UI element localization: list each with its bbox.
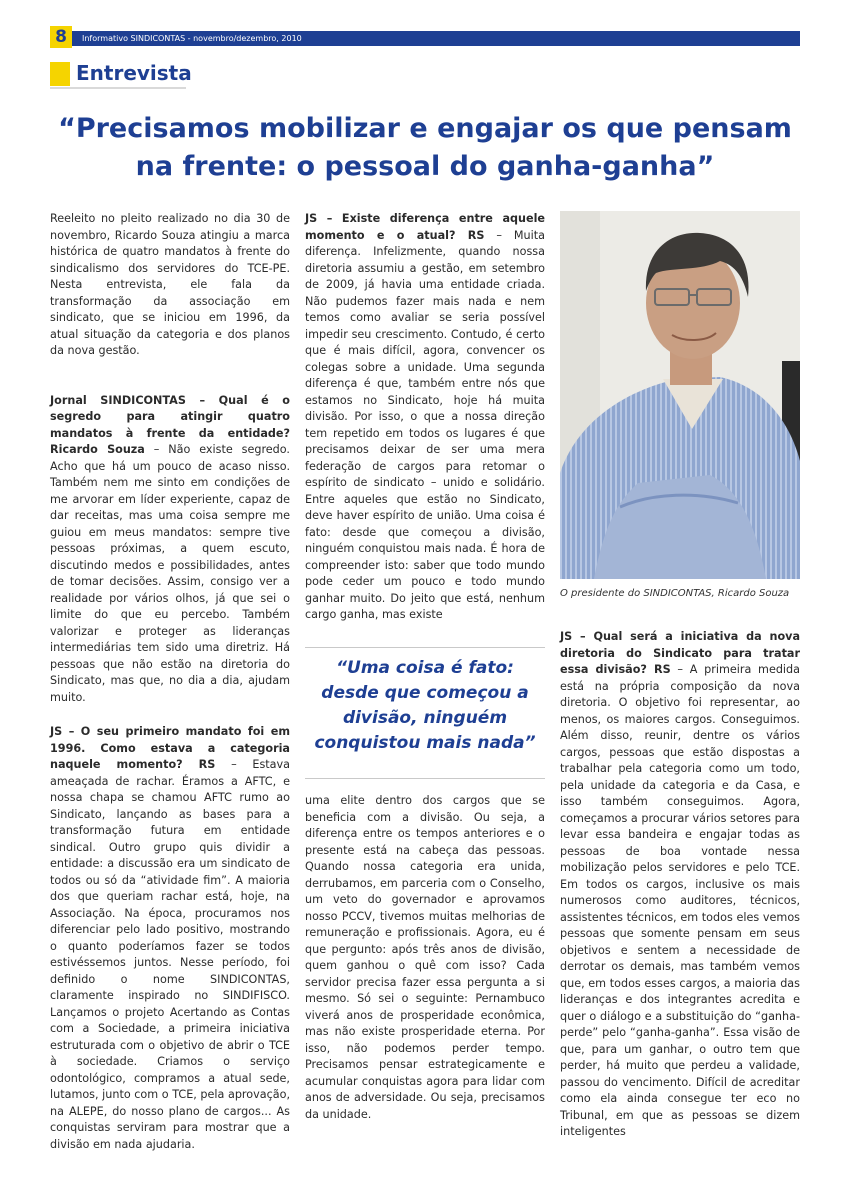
question-2: JS – O seu primeiro mandato foi em 1996. Como estava a categoria naquele momento? RS: [50, 725, 290, 771]
answer-1: – Não existe segredo. Acho que há um pouco de acaso nisso. Também nem me sinto em condições de me arvorar em líder experiente, capaz de dar receitas, mas uma coisa sempre me guiou em meus mandatos: sempre tive pessoas próximas, a quem escuto, discutindo medos e possibilidades, antes de tomar decisões. Assim, consigo ver a realidade por vários olhos, já que sei o limite do que eu percebo. Também valorizar e proteger as lideranças intermediárias tem sido uma diretriz. Há pessoas que não estão na diretoria do Sindicato, mas que, no dia a dia, ajudam muito.: [50, 443, 290, 704]
section-title: Entrevista: [76, 61, 192, 85]
publication-line: Informativo SINDICONTAS - novembro/dezembro, 2010: [82, 34, 302, 43]
question-3: JS – Existe diferença entre aquele momento e o atual? RS: [305, 212, 545, 242]
section-marker: [50, 62, 70, 86]
section-divider: [50, 87, 186, 89]
answer-4: – A primeira medida está na própria composição da nova diretoria. O objetivo foi representar, ao menos, os maiores cargos. Conseguimos. Além disso, reunir, dentre os vários cargos, pessoas que estão dispostas a trabalhar pela categoria como um todo, pela unidade da categoria e da Casa, e isso também conseguimos. Agora, começamos a procurar vários setores para levar essa bandeira e engajar todas as pessoas de boa vontade nessa mobilização pelos servidores e pelo TCE. Em todos os cargos, inclusive os mais numerosos como auditores, técnicos, assistentes técnicos, em todos eles vemos pessoas que somente pensam em seus objetivos e sentem a necessidade de derrotar os demais, mas também vemos que, em todos esses cargos, a maioria das lideranças e dos integrantes acredita e quer o diálogo e a substituição do “ganha-perde” pelo “ganha-ganha”. Essa visão de que, para um ganhar, o outro tem que perder, há muito que perdeu a validade, passou do vencimento. Difícil de acreditar como ela ainda consegue ter eco no Tribunal, em que as pessoas se dizem inteligentes: [560, 663, 800, 1138]
photo-caption: O presidente do SINDICONTAS, Ricardo Souza: [560, 588, 790, 599]
column-2-top: [305, 211, 545, 624]
portrait-photo: [560, 211, 800, 579]
intro-paragraph: Reeleito no pleito realizado no dia 30 de novembro, Ricardo Souza atingiu a marca histórica de quatro mandatos à frente do sindicalismo dos servidores do TCE-PE. Nesta entrevista, ele fala da transformação da associação em sindicato, que se iniciou em 1996, da atual situação da categoria e dos planos da nova gestão.: [50, 212, 290, 357]
column-2-bottom: [305, 793, 545, 1123]
column-1: [50, 211, 290, 1153]
column-3: [560, 629, 800, 1141]
qa-block-2: [50, 724, 290, 1153]
page-number: 8: [50, 26, 72, 48]
question-1: Jornal SINDICONTAS – Qual é o segredo para atingir quatro mandatos à frente da entidade? Ricardo Souza: [50, 393, 290, 456]
pullquote-rule-top: [305, 647, 545, 648]
pullquote-rule-bottom: [305, 778, 545, 779]
answer-3-continued: uma elite dentro dos cargos que se beneficia com a divisão. Ou seja, a diferença entre os tempos anteriores e o presente está na cabeça das pessoas. Quando nossa categoria era unida, derrubamos, em parceria com o Conselho, um veto do governador e aprovamos nosso PCCV, tivemos muitas melhorias de remuneração e profissionais. Agora, eu é que pergunto: após três anos de divisão, quem ganhou o quê com isso? Cada servidor precisa fazer essa pergunta a si mesmo. Só sei o seguinte: Pernambuco viverá anos de prosperidade econômica, mas não existe prosperidade eterna. Por isso, não podemos perder tempo. Precisamos pensar estrategicamente e acumular conquistas agora para lidar com anos de adversidade. Ou seja, precisamos da unidade.: [305, 794, 545, 1121]
headline: “Precisamos mobilizar e engajar os que pensam na frente: o pessoal do ganha-ganha”: [58, 113, 792, 182]
pullquote: “Uma coisa é fato: desde que começou a divisão, ninguém conquistou mais nada”: [314, 658, 536, 753]
answer-3: – Muita diferença. Infelizmente, quando nossa diretoria assumiu a gestão, em setembro de 2009, já havia uma entidade criada. Não pudemos fazer mais nada e nem temos como avaliar se seria possível impedir seu crescimento. Contudo, é certo que é mais difícil, agora, convencer os colegas sobre a unidade. Uma segunda diferença é que, também entre nós que estamos no Sindicato, hoje há muita divisão. Por isso, o que a nossa direção tem repetido em todos os lugares é que precisamos deixar de ser uma mera federação de cargos para retomar o espírito de sindicato – unido e solidário. Entre aqueles que estão no Sindicato, deve haver espírito de união. Uma coisa é fato: desde que começou a divisão, ninguém conquistou mais nada. É hora de compreender isto: saber que todo mundo pode ceder um pouco e todo mundo ganhar muito. Do jeito que está, nenhum cargo ganha, mas existe: [305, 228, 545, 621]
portrait-illustration: [560, 211, 800, 579]
question-4: JS – Qual será a iniciativa da nova diretoria do Sindicato para tratar essa divisão? RS: [560, 630, 800, 676]
qa-block-3: [305, 211, 545, 624]
answer-2: – Estava ameaçada de rachar. Éramos a AFTC, e nossa chapa se chamou AFTC rumo ao Sindicato, lançando as bases para a transformação futura em entidade sindical. Outro grupo quis dividir a entidade: a discussão era um sindicato de todos ou só da “atividade fim”. A maioria dos que queriam rachar está, hoje, na Associação. Na época, procuramos nos diferenciar pelo lado positivo, mostrando o quanto poderíamos fazer se todos estivéssemos juntos. Nesse período, foi definido o nome SINDICONTAS, claramente inspirado no SINDIFISCO. Lançamos o projeto Acertando as Contas com a Sociedade, a primeira iniciativa estruturada com o objetivo de abrir o TCE à sociedade. Criamos o serviço odontológico, compramos a atual sede, lutamos, junto com o TCE, pela aprovação, na ALEPE, do nosso plano de cargos... As conquistas serviram para mostrar que a divisão em nada ajudaria.: [50, 758, 290, 1151]
qa-block-4: [560, 629, 800, 1141]
qa-block-1: [50, 393, 290, 707]
